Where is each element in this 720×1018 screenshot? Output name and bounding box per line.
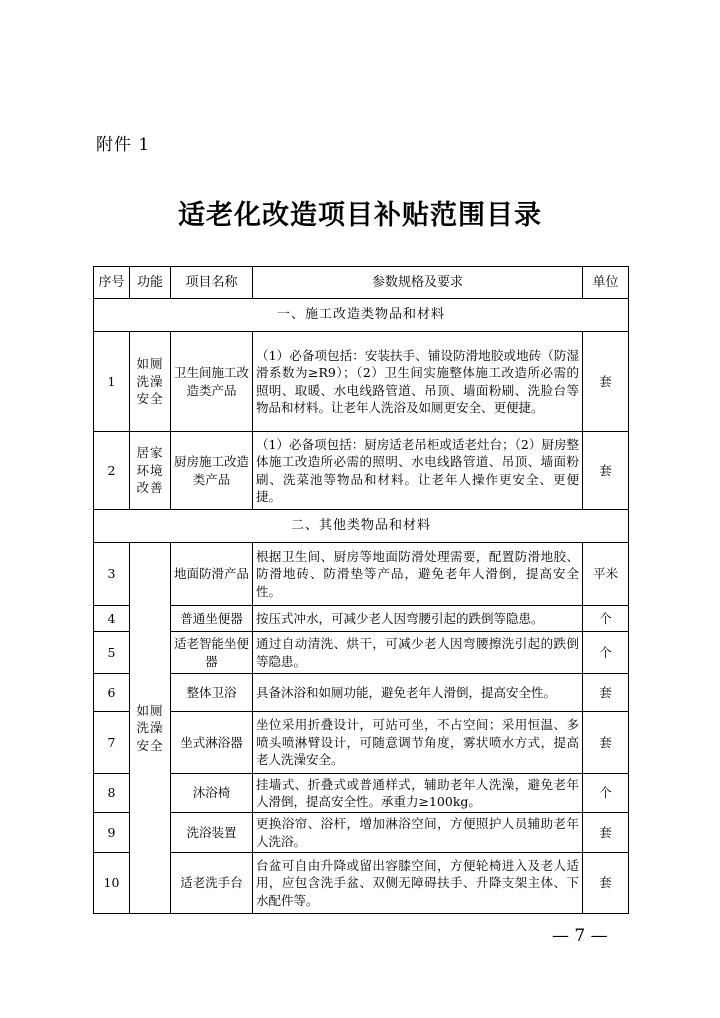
document-title: 适老化改造项目补贴范围目录 bbox=[178, 200, 542, 231]
row-item-name: 普通坐便器 bbox=[171, 606, 253, 632]
table-row bbox=[94, 813, 629, 853]
row-unit: 个 bbox=[583, 606, 629, 632]
table-header-row bbox=[94, 267, 629, 299]
table-row bbox=[94, 632, 629, 674]
row-item-name: 适老智能坐便器 bbox=[171, 632, 253, 674]
row-no: 2 bbox=[94, 432, 130, 510]
page-number: — 7 — bbox=[552, 926, 608, 946]
row-spec: 通过自动清洗、烘干，可减少老人因弯腰擦洗引起的跌倒等隐患。 bbox=[253, 632, 583, 674]
row-unit: 个 bbox=[583, 632, 629, 674]
row-spec: 按压式冲水，可减少老人因弯腰引起的跌倒等隐患。 bbox=[253, 606, 583, 632]
table-row bbox=[94, 853, 629, 914]
row-unit: 平米 bbox=[583, 543, 629, 606]
row-spec: 具备沐浴和如厕功能，避免老年人滑倒，提高安全性。 bbox=[253, 674, 583, 712]
row-item-name: 卫生间施工改造类产品 bbox=[171, 332, 253, 432]
header-function: 功能 bbox=[130, 267, 171, 299]
header-item-name: 项目名称 bbox=[171, 267, 253, 299]
table-row bbox=[94, 543, 629, 606]
table-row bbox=[94, 674, 629, 712]
row-no: 3 bbox=[94, 543, 130, 606]
row-no: 9 bbox=[94, 813, 130, 853]
section-title: 一、施工改造类物品和材料 bbox=[94, 299, 629, 332]
section-row bbox=[94, 299, 629, 332]
row-unit: 套 bbox=[583, 813, 629, 853]
row-no: 1 bbox=[94, 332, 130, 432]
row-spec: （1）必备项包括：厨房适老吊柜或适老灶台；（2）厨房整体施工改造所必需的照明、水电线路管道、吊顶、墙面粉刷、洗菜池等物品和材料。让老年人操作更安全、更便捷。 bbox=[253, 432, 583, 510]
row-item-name: 洗浴装置 bbox=[171, 813, 253, 853]
row-spec: （1）必备项包括：安装扶手、铺设防滑地胶或地砖（防湿滑系数为≥R9）；（2）卫生间实施整体施工改造所必需的照明、取暖、水电线路管道、吊顶、墙面粉刷、洗脸台等物品和材料。让老年人洗浴及如厕更安全、更便捷。 bbox=[253, 332, 583, 432]
row-spec: 挂墙式、折叠式或普通样式，辅助老年人洗澡，避免老年人滑倒，提高安全性。承重力≥100kg。 bbox=[253, 774, 583, 813]
table-row bbox=[94, 606, 629, 632]
row-item-name: 地面防滑产品 bbox=[171, 543, 253, 606]
section-title: 二、其他类物品和材料 bbox=[94, 510, 629, 543]
row-unit: 套 bbox=[583, 332, 629, 432]
row-unit: 套 bbox=[583, 432, 629, 510]
header-spec: 参数规格及要求 bbox=[253, 267, 583, 299]
header-unit: 单位 bbox=[583, 267, 629, 299]
row-item-name: 厨房施工改造类产品 bbox=[171, 432, 253, 510]
row-no: 10 bbox=[94, 853, 130, 914]
row-spec: 更换浴帘、浴杆，增加淋浴空间，方便照护人员辅助老年人洗浴。 bbox=[253, 813, 583, 853]
subsidy-catalog-table bbox=[93, 266, 629, 914]
row-function: 居家环境改善 bbox=[130, 432, 171, 510]
row-item-name: 坐式淋浴器 bbox=[171, 712, 253, 774]
row-no: 8 bbox=[94, 774, 130, 813]
row-function: 如厕洗澡安全 bbox=[130, 332, 171, 432]
row-unit: 个 bbox=[583, 774, 629, 813]
row-item-name: 沐浴椅 bbox=[171, 774, 253, 813]
group-function: 如厕洗澡安全 bbox=[130, 543, 171, 914]
row-unit: 套 bbox=[583, 853, 629, 914]
row-spec: 台盆可自由升降或留出容膝空间，方便轮椅进入及老人适用，应包含洗手盆、双侧无障碍扶手、升降支架主体、下水配件等。 bbox=[253, 853, 583, 914]
table-row bbox=[94, 332, 629, 432]
row-no: 4 bbox=[94, 606, 130, 632]
row-no: 6 bbox=[94, 674, 130, 712]
row-spec: 根据卫生间、厨房等地面防滑处理需要，配置防滑地胶、防滑地砖、防滑垫等产品，避免老年人滑倒，提高安全性。 bbox=[253, 543, 583, 606]
attachment-label: 附件 1 bbox=[96, 135, 151, 155]
table-row bbox=[94, 712, 629, 774]
row-no: 7 bbox=[94, 712, 130, 774]
row-item-name: 适老洗手台 bbox=[171, 853, 253, 914]
row-unit: 套 bbox=[583, 712, 629, 774]
section-row bbox=[94, 510, 629, 543]
row-unit: 套 bbox=[583, 674, 629, 712]
header-no: 序号 bbox=[94, 267, 130, 299]
table-row bbox=[94, 774, 629, 813]
row-item-name: 整体卫浴 bbox=[171, 674, 253, 712]
row-spec: 坐位采用折叠设计，可站可坐，不占空间；采用恒温、多喷头喷淋臂设计，可随意调节角度，雾状喷水方式，提高老人洗澡安全。 bbox=[253, 712, 583, 774]
table-row bbox=[94, 432, 629, 510]
row-no: 5 bbox=[94, 632, 130, 674]
